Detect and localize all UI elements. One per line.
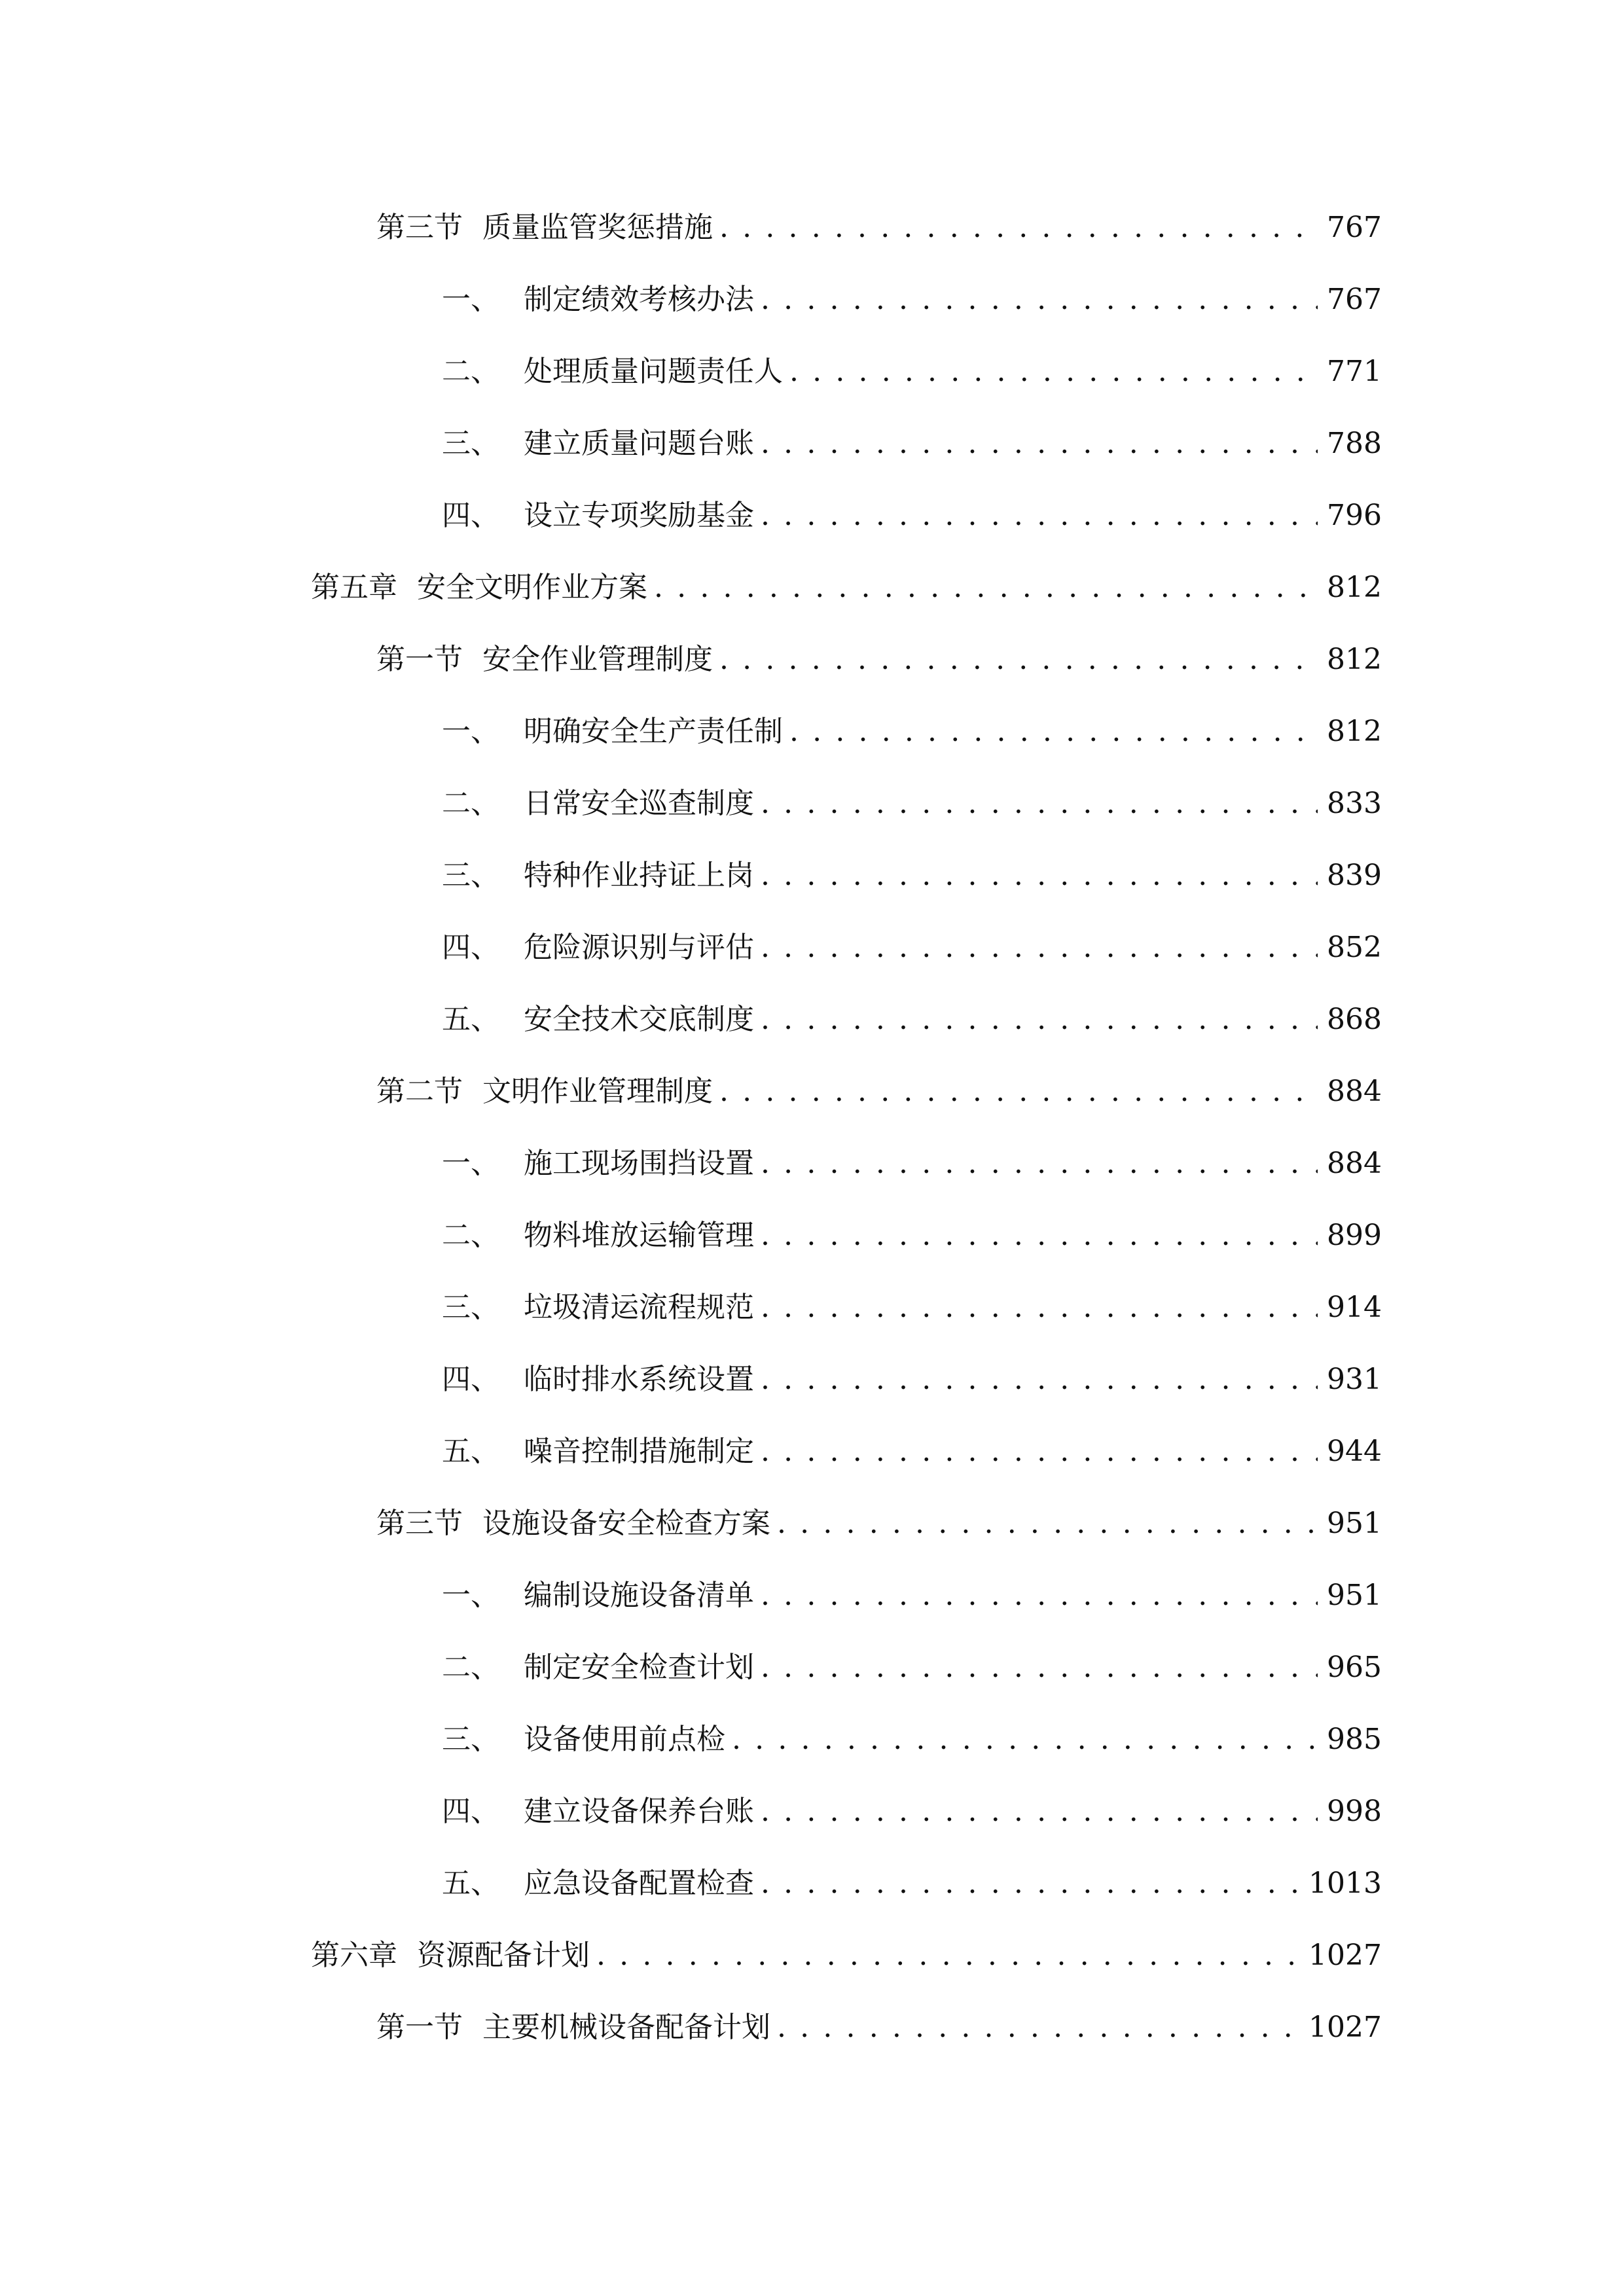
dot-leader xyxy=(719,1066,1318,1118)
toc-entry[interactable] xyxy=(442,490,1382,542)
dot-leader xyxy=(719,202,1318,254)
toc-entry-title: 资源配备计划 xyxy=(417,1939,590,1972)
dot-leader xyxy=(732,1713,1318,1766)
toc-entry-page: 771 xyxy=(1327,355,1382,388)
dot-leader xyxy=(761,490,1318,542)
toc-entry-page: 965 xyxy=(1327,1651,1382,1684)
toc-entry-title: 设施设备安全检查方案 xyxy=(482,1507,770,1540)
toc-entry-page: 852 xyxy=(1327,931,1382,964)
toc-entry-page: 812 xyxy=(1327,571,1382,604)
dot-leader xyxy=(654,562,1318,614)
toc-entry-page: 1027 xyxy=(1308,2011,1382,2044)
toc-entry-page: 914 xyxy=(1327,1291,1382,1324)
dot-leader xyxy=(777,2001,1299,2054)
toc-entry-number: 第三节 xyxy=(376,1507,463,1540)
dot-leader xyxy=(789,346,1318,398)
toc-entry-title: 设备使用前点检 xyxy=(524,1723,725,1756)
toc-entry[interactable] xyxy=(376,1066,1382,1118)
toc-entry-title: 建立质量问题台账 xyxy=(524,427,754,460)
toc-entry-page: 884 xyxy=(1327,1147,1382,1180)
toc-entry-number: 四、 xyxy=(442,1795,499,1828)
toc-entry-page: 884 xyxy=(1327,1075,1382,1108)
toc-entry[interactable] xyxy=(442,1282,1382,1334)
toc-entry-number: 三、 xyxy=(442,427,499,460)
toc-entry-number: 二、 xyxy=(442,1219,499,1252)
dot-leader xyxy=(761,1426,1318,1478)
toc-entry-title: 建立设备保养台账 xyxy=(524,1795,754,1828)
toc-entry[interactable] xyxy=(376,2001,1382,2054)
dot-leader xyxy=(789,706,1318,758)
toc-entry-number: 五、 xyxy=(442,1867,499,1900)
toc-entry-number: 五、 xyxy=(442,1435,499,1468)
toc-entry-number: 第一节 xyxy=(376,643,463,676)
toc-entry[interactable] xyxy=(442,1641,1382,1694)
toc-entry[interactable] xyxy=(442,346,1382,398)
toc-entry-title: 制定安全检查计划 xyxy=(524,1651,754,1684)
dot-leader xyxy=(761,1570,1318,1622)
toc-entry-number: 二、 xyxy=(442,787,499,820)
toc-entry-number: 第六章 xyxy=(311,1939,397,1972)
toc-entry-number: 二、 xyxy=(442,1651,499,1684)
toc-entry-title: 处理质量问题责任人 xyxy=(524,355,783,388)
toc-entry-number: 一、 xyxy=(442,1147,499,1180)
toc-entry[interactable] xyxy=(442,1713,1382,1766)
toc-entry-number: 三、 xyxy=(442,1291,499,1324)
dot-leader xyxy=(761,1785,1318,1838)
toc-entry-title: 编制设施设备清单 xyxy=(524,1579,754,1612)
toc-entry-number: 三、 xyxy=(442,1723,499,1756)
toc-entry-title: 明确安全生产责任制 xyxy=(524,715,783,748)
toc-entry[interactable] xyxy=(442,1210,1382,1262)
toc-entry-page: 767 xyxy=(1327,283,1382,316)
toc-entry[interactable] xyxy=(442,1426,1382,1478)
toc-entry-title: 制定绩效考核办法 xyxy=(524,283,754,316)
toc-entry-title: 噪音控制措施制定 xyxy=(524,1435,754,1468)
dot-leader xyxy=(761,1641,1318,1694)
toc-entry-page: 833 xyxy=(1327,787,1382,820)
toc-entry-page: 812 xyxy=(1327,715,1382,748)
toc-entry[interactable] xyxy=(442,706,1382,758)
toc-entry-page: 944 xyxy=(1327,1435,1382,1468)
toc-entry[interactable] xyxy=(376,634,1382,686)
toc-entry-page: 839 xyxy=(1327,859,1382,892)
toc-entry[interactable] xyxy=(442,994,1382,1046)
dot-leader xyxy=(761,1210,1318,1262)
dot-leader xyxy=(761,274,1318,326)
toc-entry-page: 998 xyxy=(1327,1795,1382,1828)
toc-entry-title: 设立专项奖励基金 xyxy=(524,499,754,532)
toc-entry-page: 767 xyxy=(1327,211,1382,244)
dot-leader xyxy=(761,778,1318,830)
dot-leader xyxy=(761,1857,1299,1910)
toc-entry[interactable] xyxy=(442,1857,1382,1910)
toc-entry[interactable] xyxy=(442,1570,1382,1622)
toc-entry[interactable] xyxy=(442,418,1382,470)
dot-leader xyxy=(761,418,1318,470)
toc-entry-number: 一、 xyxy=(442,715,499,748)
toc-entry-number: 四、 xyxy=(442,1363,499,1396)
toc-entry[interactable] xyxy=(442,1138,1382,1190)
toc-entry-title: 安全技术交底制度 xyxy=(524,1003,754,1036)
toc-entry-title: 垃圾清运流程规范 xyxy=(524,1291,754,1324)
toc-entry-title: 应急设备配置检查 xyxy=(524,1867,754,1900)
toc-entry-page: 985 xyxy=(1327,1723,1382,1756)
dot-leader xyxy=(761,1282,1318,1334)
toc-entry-number: 四、 xyxy=(442,499,499,532)
dot-leader xyxy=(719,634,1318,686)
toc-entry-title: 文明作业管理制度 xyxy=(482,1075,713,1108)
toc-entry-title: 主要机械设备配备计划 xyxy=(482,2011,770,2044)
toc-entry-title: 特种作业持证上岗 xyxy=(524,859,754,892)
dot-leader xyxy=(761,994,1318,1046)
toc-entry-page: 899 xyxy=(1327,1219,1382,1252)
dot-leader xyxy=(761,1354,1318,1406)
toc-entry-title: 安全作业管理制度 xyxy=(482,643,713,676)
toc-entry-number: 四、 xyxy=(442,931,499,964)
toc-entry-title: 安全文明作业方案 xyxy=(417,571,647,604)
toc-entry-page: 812 xyxy=(1327,643,1382,676)
toc-entry-title: 物料堆放运输管理 xyxy=(524,1219,754,1252)
toc-entry-number: 第二节 xyxy=(376,1075,463,1108)
toc-entry-number: 第一节 xyxy=(376,2011,463,2044)
toc-entry-number: 一、 xyxy=(442,1579,499,1612)
toc-entry-number: 第三节 xyxy=(376,211,463,244)
toc-entry-title: 质量监管奖惩措施 xyxy=(482,211,713,244)
toc-entry-page: 788 xyxy=(1327,427,1382,460)
toc-entry-title: 临时排水系统设置 xyxy=(524,1363,754,1396)
toc-entry-title: 施工现场围挡设置 xyxy=(524,1147,754,1180)
toc-entry-page: 1013 xyxy=(1308,1867,1382,1900)
toc-entry[interactable] xyxy=(311,1929,1382,1982)
toc-entry[interactable] xyxy=(442,922,1382,974)
dot-leader xyxy=(761,1138,1318,1190)
toc-entry-page: 1027 xyxy=(1308,1939,1382,1972)
toc-entry-number: 五、 xyxy=(442,1003,499,1036)
toc-entry-page: 951 xyxy=(1327,1579,1382,1612)
toc-entry-number: 一、 xyxy=(442,283,499,316)
toc-entry[interactable] xyxy=(311,562,1382,614)
toc-entry-title: 危险源识别与评估 xyxy=(524,931,754,964)
toc-entry[interactable] xyxy=(442,778,1382,830)
toc-entry[interactable] xyxy=(442,1785,1382,1838)
toc-entry-page: 796 xyxy=(1327,499,1382,532)
toc-entry-title: 日常安全巡查制度 xyxy=(524,787,754,820)
toc-entry-page: 868 xyxy=(1327,1003,1382,1036)
dot-leader xyxy=(761,922,1318,974)
toc-entry[interactable] xyxy=(442,1354,1382,1406)
toc-entry-number: 三、 xyxy=(442,859,499,892)
toc-entry-page: 931 xyxy=(1327,1363,1382,1396)
toc-entry-number: 二、 xyxy=(442,355,499,388)
toc-entry[interactable] xyxy=(442,274,1382,326)
toc-entry-number: 第五章 xyxy=(311,571,397,604)
dot-leader xyxy=(761,850,1318,902)
toc-entry[interactable] xyxy=(442,850,1382,902)
dot-leader xyxy=(777,1498,1318,1550)
dot-leader xyxy=(596,1929,1299,1982)
toc-entry[interactable] xyxy=(376,1498,1382,1550)
toc-entry-page: 951 xyxy=(1327,1507,1382,1540)
toc-entry[interactable] xyxy=(376,202,1382,254)
